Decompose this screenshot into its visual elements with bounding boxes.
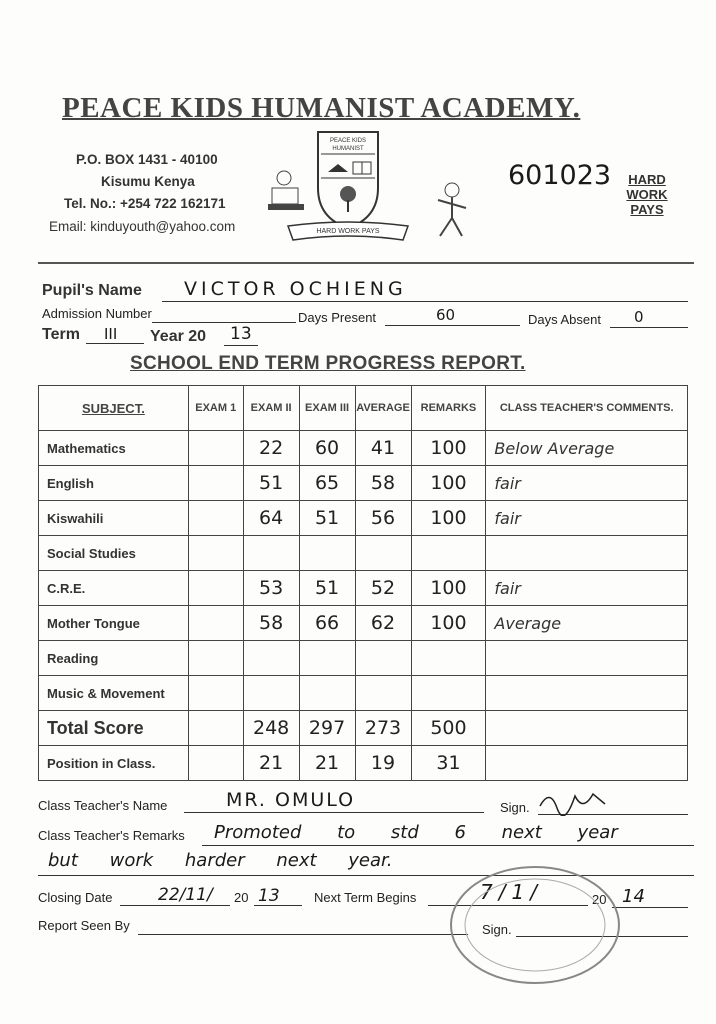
admission-label: Admission Number (42, 306, 152, 321)
next-term-year: 14 (622, 886, 645, 907)
average-cell: 19 (355, 746, 411, 781)
exam3-cell: 65 (299, 466, 355, 501)
exam2-cell: 64 (243, 501, 299, 536)
subject-cell: Music & Movement (39, 676, 189, 711)
exam2-cell (243, 536, 299, 571)
motto-block (622, 172, 672, 217)
remarks-cell: 100 (411, 501, 486, 536)
running-child-illustration (432, 180, 472, 247)
year-line (224, 345, 258, 346)
year-value: 13 (230, 324, 252, 344)
comment-cell: Average (486, 606, 688, 641)
exam3-cell (299, 676, 355, 711)
comment-cell: fair (486, 571, 688, 606)
table-row (39, 431, 688, 466)
comment-cell (486, 536, 688, 571)
remarks-cell (411, 676, 486, 711)
header-divider (38, 262, 694, 264)
table-row (39, 606, 688, 641)
marks-table (38, 385, 688, 781)
remarks-cell: 100 (411, 571, 486, 606)
term-label: Term (42, 326, 80, 343)
exam1-cell (188, 676, 243, 711)
days-absent-value: 0 (634, 308, 644, 326)
subject-cell: Total Score (39, 711, 189, 746)
closing-date-value: 22/11/ (158, 885, 213, 905)
exam3-cell: 51 (299, 501, 355, 536)
sign-label: Sign. (500, 800, 530, 815)
table-row (39, 501, 688, 536)
report-seen-line (138, 934, 468, 935)
exam1-cell (188, 571, 243, 606)
comment-cell: Below Average (486, 431, 688, 466)
comment-cell: fair (486, 466, 688, 501)
days-present-label: Days Present (298, 310, 377, 325)
remarks-cell: 100 (411, 606, 486, 641)
days-absent-line (610, 327, 688, 328)
comment-cell (486, 746, 688, 781)
closing-date-label: Closing Date (38, 890, 113, 905)
table-row (39, 466, 688, 501)
exam1-cell (188, 711, 243, 746)
remarks-label: Class Teacher's Remarks (38, 828, 185, 843)
exam3-cell: 60 (299, 431, 355, 466)
exam2-cell (243, 641, 299, 676)
header-average: AVERAGE (355, 386, 411, 431)
header-exam1: EXAM 1 (188, 386, 243, 431)
ref-number: 601023 (508, 160, 612, 191)
subject-cell: Mathematics (39, 431, 189, 466)
average-cell: 56 (355, 501, 411, 536)
average-cell: 52 (355, 571, 411, 606)
next-term-label: Next Term Begins (314, 890, 417, 905)
crest-banner-text: HARD WORK PAYS (316, 228, 380, 235)
average-cell: 273 (355, 711, 411, 746)
header-remarks: REMARKS (411, 386, 486, 431)
closing-year: 13 (258, 886, 280, 906)
days-present-value: 60 (436, 306, 456, 324)
exam3-cell: 21 (299, 746, 355, 781)
table-row (39, 641, 688, 676)
closing-year-prefix: 20 (234, 890, 249, 905)
average-cell (355, 676, 411, 711)
email: Email: kinduyouth@yahoo.com (49, 219, 236, 234)
subject-cell: Mother Tongue (39, 606, 189, 641)
reading-child-illustration (262, 168, 310, 225)
average-cell: 41 (355, 431, 411, 466)
exam2-cell: 22 (243, 431, 299, 466)
table-header-row (39, 386, 688, 431)
po-box: P.O. BOX 1431 - 40100 (76, 152, 218, 167)
exam1-cell (188, 501, 243, 536)
exam1-cell (188, 641, 243, 676)
comment-cell (486, 641, 688, 676)
average-cell (355, 641, 411, 676)
year-label: Year 20 (150, 328, 207, 345)
exam1-cell (188, 606, 243, 641)
subject-cell: English (39, 466, 189, 501)
header-comments: CLASS TEACHER'S COMMENTS. (486, 386, 688, 431)
subject-cell: Position in Class. (39, 746, 189, 781)
remarks-cell (411, 641, 486, 676)
school-name: PEACE KIDS HUMANIST ACADEMY. (62, 92, 581, 124)
average-cell: 62 (355, 606, 411, 641)
exam3-cell (299, 536, 355, 571)
teacher-name-value: MR. OMULO (226, 789, 356, 811)
exam1-cell (188, 466, 243, 501)
teacher-name-line (184, 812, 484, 813)
days-present-line (385, 325, 520, 326)
exam2-cell: 58 (243, 606, 299, 641)
remarks-cell: 500 (411, 711, 486, 746)
exam1-cell (188, 536, 243, 571)
average-cell: 58 (355, 466, 411, 501)
teacher-name-label: Class Teacher's Name (38, 798, 168, 813)
header-exam2: EXAM II (243, 386, 299, 431)
remarks-text-2: but work harder next year. (48, 850, 393, 871)
exam2-cell (243, 676, 299, 711)
school-stamp (445, 860, 625, 995)
exam3-cell: 51 (299, 571, 355, 606)
pupil-name-line (162, 301, 688, 302)
table-row (39, 746, 688, 781)
pupil-name-value: VICTOR OCHIENG (184, 278, 407, 300)
term-value: III (104, 325, 118, 343)
days-absent-label: Days Absent (528, 312, 601, 327)
report-title: SCHOOL END TERM PROGRESS REPORT. (130, 353, 526, 374)
remarks-cell: 100 (411, 431, 486, 466)
table-row (39, 676, 688, 711)
remarks-text-1: Promoted to std 6 next year (214, 822, 618, 843)
average-cell (355, 536, 411, 571)
term-line (86, 343, 144, 344)
next-term-value: 7/1/ (480, 880, 543, 904)
table-row (39, 571, 688, 606)
exam1-cell (188, 431, 243, 466)
sign2-label: Sign. (482, 922, 512, 937)
exam1-cell (188, 746, 243, 781)
comment-cell: fair (486, 501, 688, 536)
closing-date-line (120, 905, 230, 906)
remarks-line-1 (202, 845, 694, 846)
teacher-signature (535, 786, 615, 821)
city: Kisumu Kenya (101, 174, 195, 189)
remarks-cell: 100 (411, 466, 486, 501)
comment-cell (486, 676, 688, 711)
admission-line (152, 322, 296, 323)
header-exam3: EXAM III (299, 386, 355, 431)
exam3-cell: 66 (299, 606, 355, 641)
exam3-cell (299, 641, 355, 676)
exam2-cell: 248 (243, 711, 299, 746)
subject-cell: C.R.E. (39, 571, 189, 606)
table-row (39, 711, 688, 746)
header-subject: SUBJECT. (39, 386, 189, 431)
exam2-cell: 51 (243, 466, 299, 501)
pupil-name-label: Pupil's Name (42, 282, 142, 299)
remarks-cell (411, 536, 486, 571)
subject-cell: Reading (39, 641, 189, 676)
table-row (39, 536, 688, 571)
motto-line-3: PAYS (630, 202, 664, 217)
remarks-cell: 31 (411, 746, 486, 781)
next-term-year-prefix: 20 (592, 892, 607, 907)
motto-line-2: WORK (626, 187, 668, 202)
subject-cell: Kiswahili (39, 501, 189, 536)
report-seen-label: Report Seen By (38, 918, 130, 933)
exam2-cell: 53 (243, 571, 299, 606)
subject-cell: Social Studies (39, 536, 189, 571)
svg-text:HUMANIST: HUMANIST (332, 146, 364, 152)
exam3-cell: 297 (299, 711, 355, 746)
svg-text:PEACE KIDS: PEACE KIDS (329, 138, 367, 144)
exam2-cell: 21 (243, 746, 299, 781)
motto-line-1: HARD (628, 172, 666, 187)
comment-cell (486, 711, 688, 746)
telephone: Tel. No.: +254 722 162171 (64, 196, 226, 211)
